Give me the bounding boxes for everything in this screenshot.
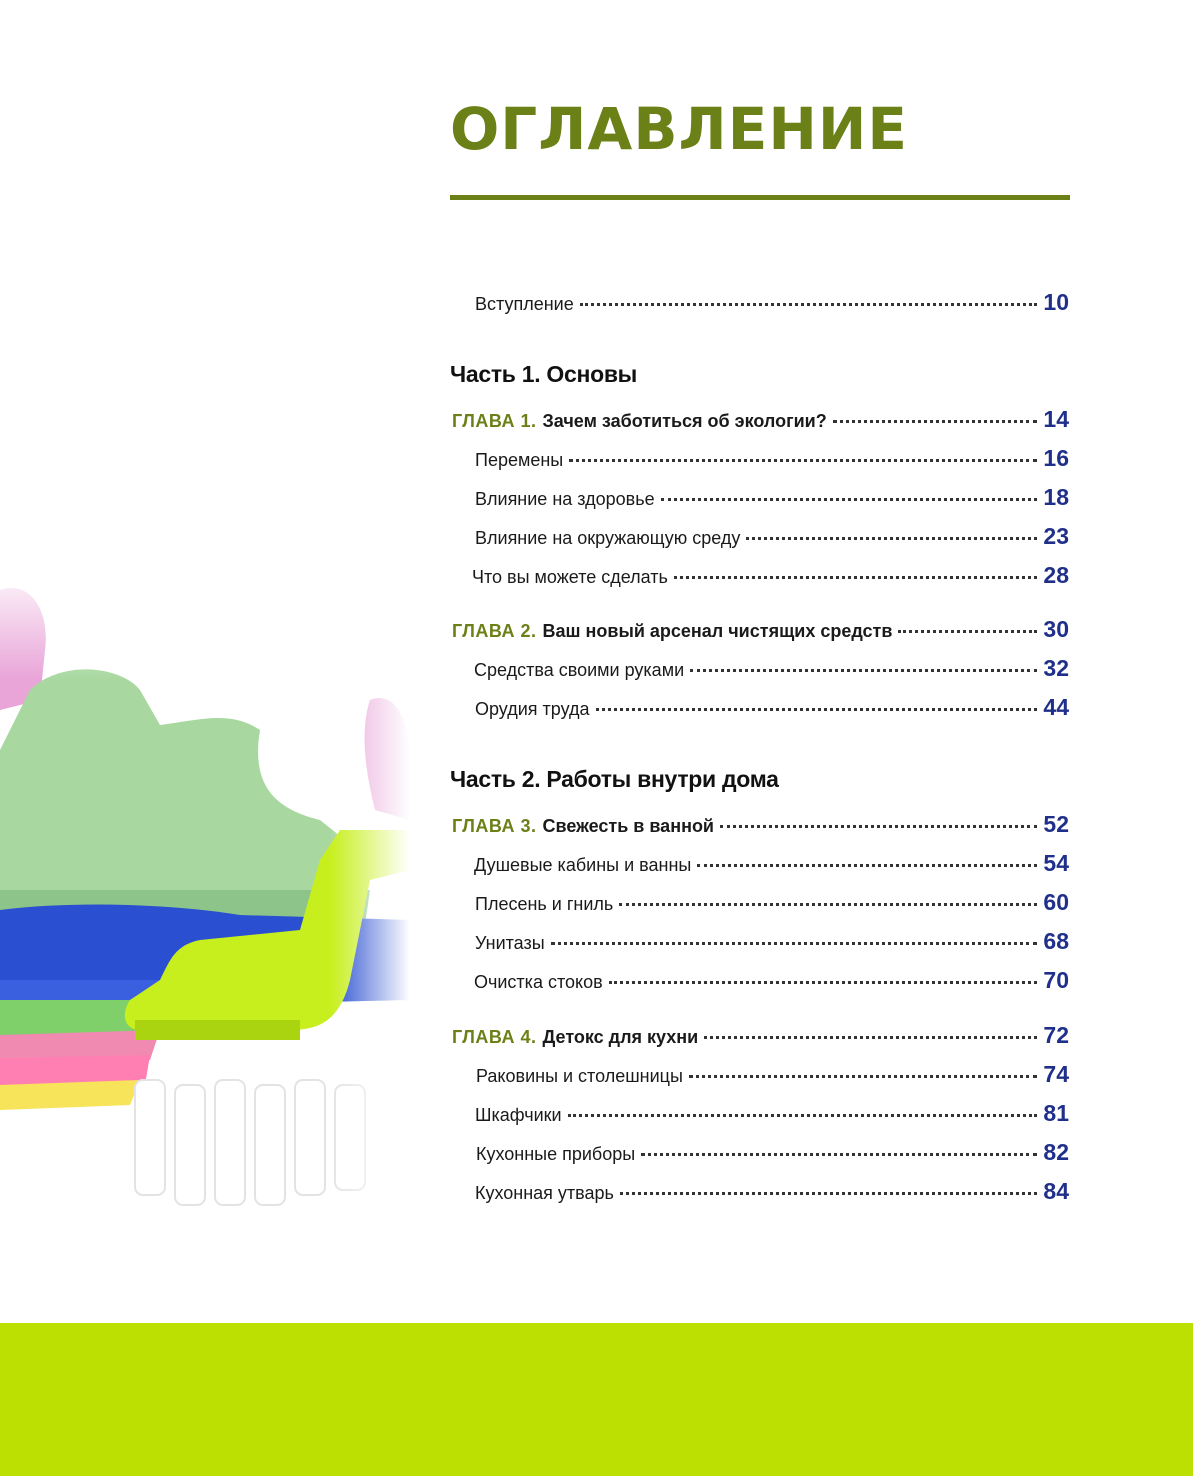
toc-entry-label: Средства своими руками xyxy=(474,660,685,680)
toc-page-number: 32 xyxy=(1043,655,1069,681)
toc-entry xyxy=(475,1100,1069,1134)
footer-color-band xyxy=(0,1323,1193,1476)
toc-page-number: 60 xyxy=(1043,889,1069,915)
chapter-title: Детокс для кухни xyxy=(542,1027,699,1047)
chapter-prefix: ГЛАВА 2. xyxy=(452,621,537,641)
toc-entry-label: Душевые кабины и ванны xyxy=(474,855,692,875)
dot-leader xyxy=(674,575,1038,579)
chapter-title: Свежесть в ванной xyxy=(542,816,715,836)
toc-entry xyxy=(475,484,1069,518)
toc-entry-label: Очистка стоков xyxy=(474,972,603,992)
toc-page-number: 52 xyxy=(1043,811,1069,837)
toc-page-number: 82 xyxy=(1043,1139,1069,1165)
toc-entry-label: Плесень и гниль xyxy=(475,894,614,914)
toc-entry-label: Унитазы xyxy=(475,933,545,953)
dot-leader xyxy=(697,863,1037,867)
toc-entry xyxy=(476,1139,1069,1173)
chapter-3-entry xyxy=(452,811,1069,845)
chapter-2-entry xyxy=(452,616,1069,650)
toc-entry xyxy=(475,889,1069,923)
toc-page-number: 16 xyxy=(1043,445,1069,471)
toc-entry xyxy=(475,523,1069,557)
dot-leader xyxy=(661,497,1038,501)
dot-leader xyxy=(720,824,1037,828)
dot-leader xyxy=(620,1191,1037,1195)
chapter-1-entry xyxy=(452,406,1069,440)
dot-leader xyxy=(609,980,1038,984)
toc-page-number: 18 xyxy=(1043,484,1069,510)
chapter-title: Ваш новый арсенал чистящих средств xyxy=(542,621,893,641)
toc-entry-label: Перемены xyxy=(475,450,564,470)
dot-leader xyxy=(551,941,1038,945)
toc-entry-label: Орудия труда xyxy=(475,699,590,719)
dot-leader xyxy=(641,1152,1037,1156)
cleaning-supplies-illustration xyxy=(0,560,410,1240)
dot-leader xyxy=(568,1113,1038,1117)
dot-leader xyxy=(833,419,1038,423)
dot-leader xyxy=(690,668,1037,672)
dot-leader xyxy=(898,629,1037,633)
part-heading-1: Часть 1. Основы xyxy=(450,361,638,387)
toc-entry xyxy=(475,445,1069,479)
toc-entry xyxy=(474,850,1069,884)
toc-page-number: 70 xyxy=(1043,967,1069,993)
toc-page-number: 81 xyxy=(1043,1100,1069,1126)
page-title: ОГЛАВЛЕНИЕ xyxy=(450,95,909,163)
toc-page-number: 30 xyxy=(1043,616,1069,642)
toc-page-number: 72 xyxy=(1043,1022,1069,1048)
toc-page-number: 84 xyxy=(1043,1178,1069,1204)
toc-entry xyxy=(475,694,1069,728)
toc-entry-label: Вступление xyxy=(475,294,574,314)
dot-leader xyxy=(569,458,1037,462)
toc-entry xyxy=(474,967,1069,1001)
chapter-title: Зачем заботиться об экологии? xyxy=(542,411,827,431)
toc-page-number: 10 xyxy=(1043,289,1069,315)
dot-leader xyxy=(704,1035,1037,1039)
toc-entry-label: Влияние на окружающую среду xyxy=(475,528,741,548)
chapter-prefix: ГЛАВА 1. xyxy=(452,411,537,431)
chapter-prefix: ГЛАВА 4. xyxy=(452,1027,537,1047)
toc-entry-label: Влияние на здоровье xyxy=(475,489,655,509)
dot-leader xyxy=(580,302,1038,306)
toc-entry xyxy=(472,562,1069,596)
toc-page-number: 68 xyxy=(1043,928,1069,954)
toc-entry xyxy=(475,928,1069,962)
toc-page-number: 14 xyxy=(1043,406,1069,432)
toc-page-number: 54 xyxy=(1043,850,1069,876)
toc-entry xyxy=(476,1061,1069,1095)
toc-entry-label: Кухонная утварь xyxy=(475,1183,614,1203)
toc-entry-label: Раковины и столешницы xyxy=(476,1066,683,1086)
chapter-4-entry xyxy=(452,1022,1069,1056)
toc-entry xyxy=(474,655,1069,689)
toc-page-number: 23 xyxy=(1043,523,1069,549)
toc-page-number: 74 xyxy=(1043,1061,1069,1087)
dot-leader xyxy=(619,902,1037,906)
toc-entry-intro xyxy=(475,289,1069,323)
chapter-prefix: ГЛАВА 3. xyxy=(452,816,537,836)
dot-leader xyxy=(596,707,1038,711)
toc-page-number: 44 xyxy=(1043,694,1069,720)
part-heading-2: Часть 2. Работы внутри дома xyxy=(450,766,779,792)
title-divider xyxy=(450,195,1070,200)
toc-entry-label: Кухонные приборы xyxy=(476,1144,636,1164)
toc-entry-label: Что вы можете сделать xyxy=(472,567,668,587)
dot-leader xyxy=(689,1074,1037,1078)
toc-entry-label: Шкафчики xyxy=(475,1105,562,1125)
toc-entry xyxy=(475,1178,1069,1212)
toc-page-number: 28 xyxy=(1043,562,1069,588)
dot-leader xyxy=(746,536,1037,540)
